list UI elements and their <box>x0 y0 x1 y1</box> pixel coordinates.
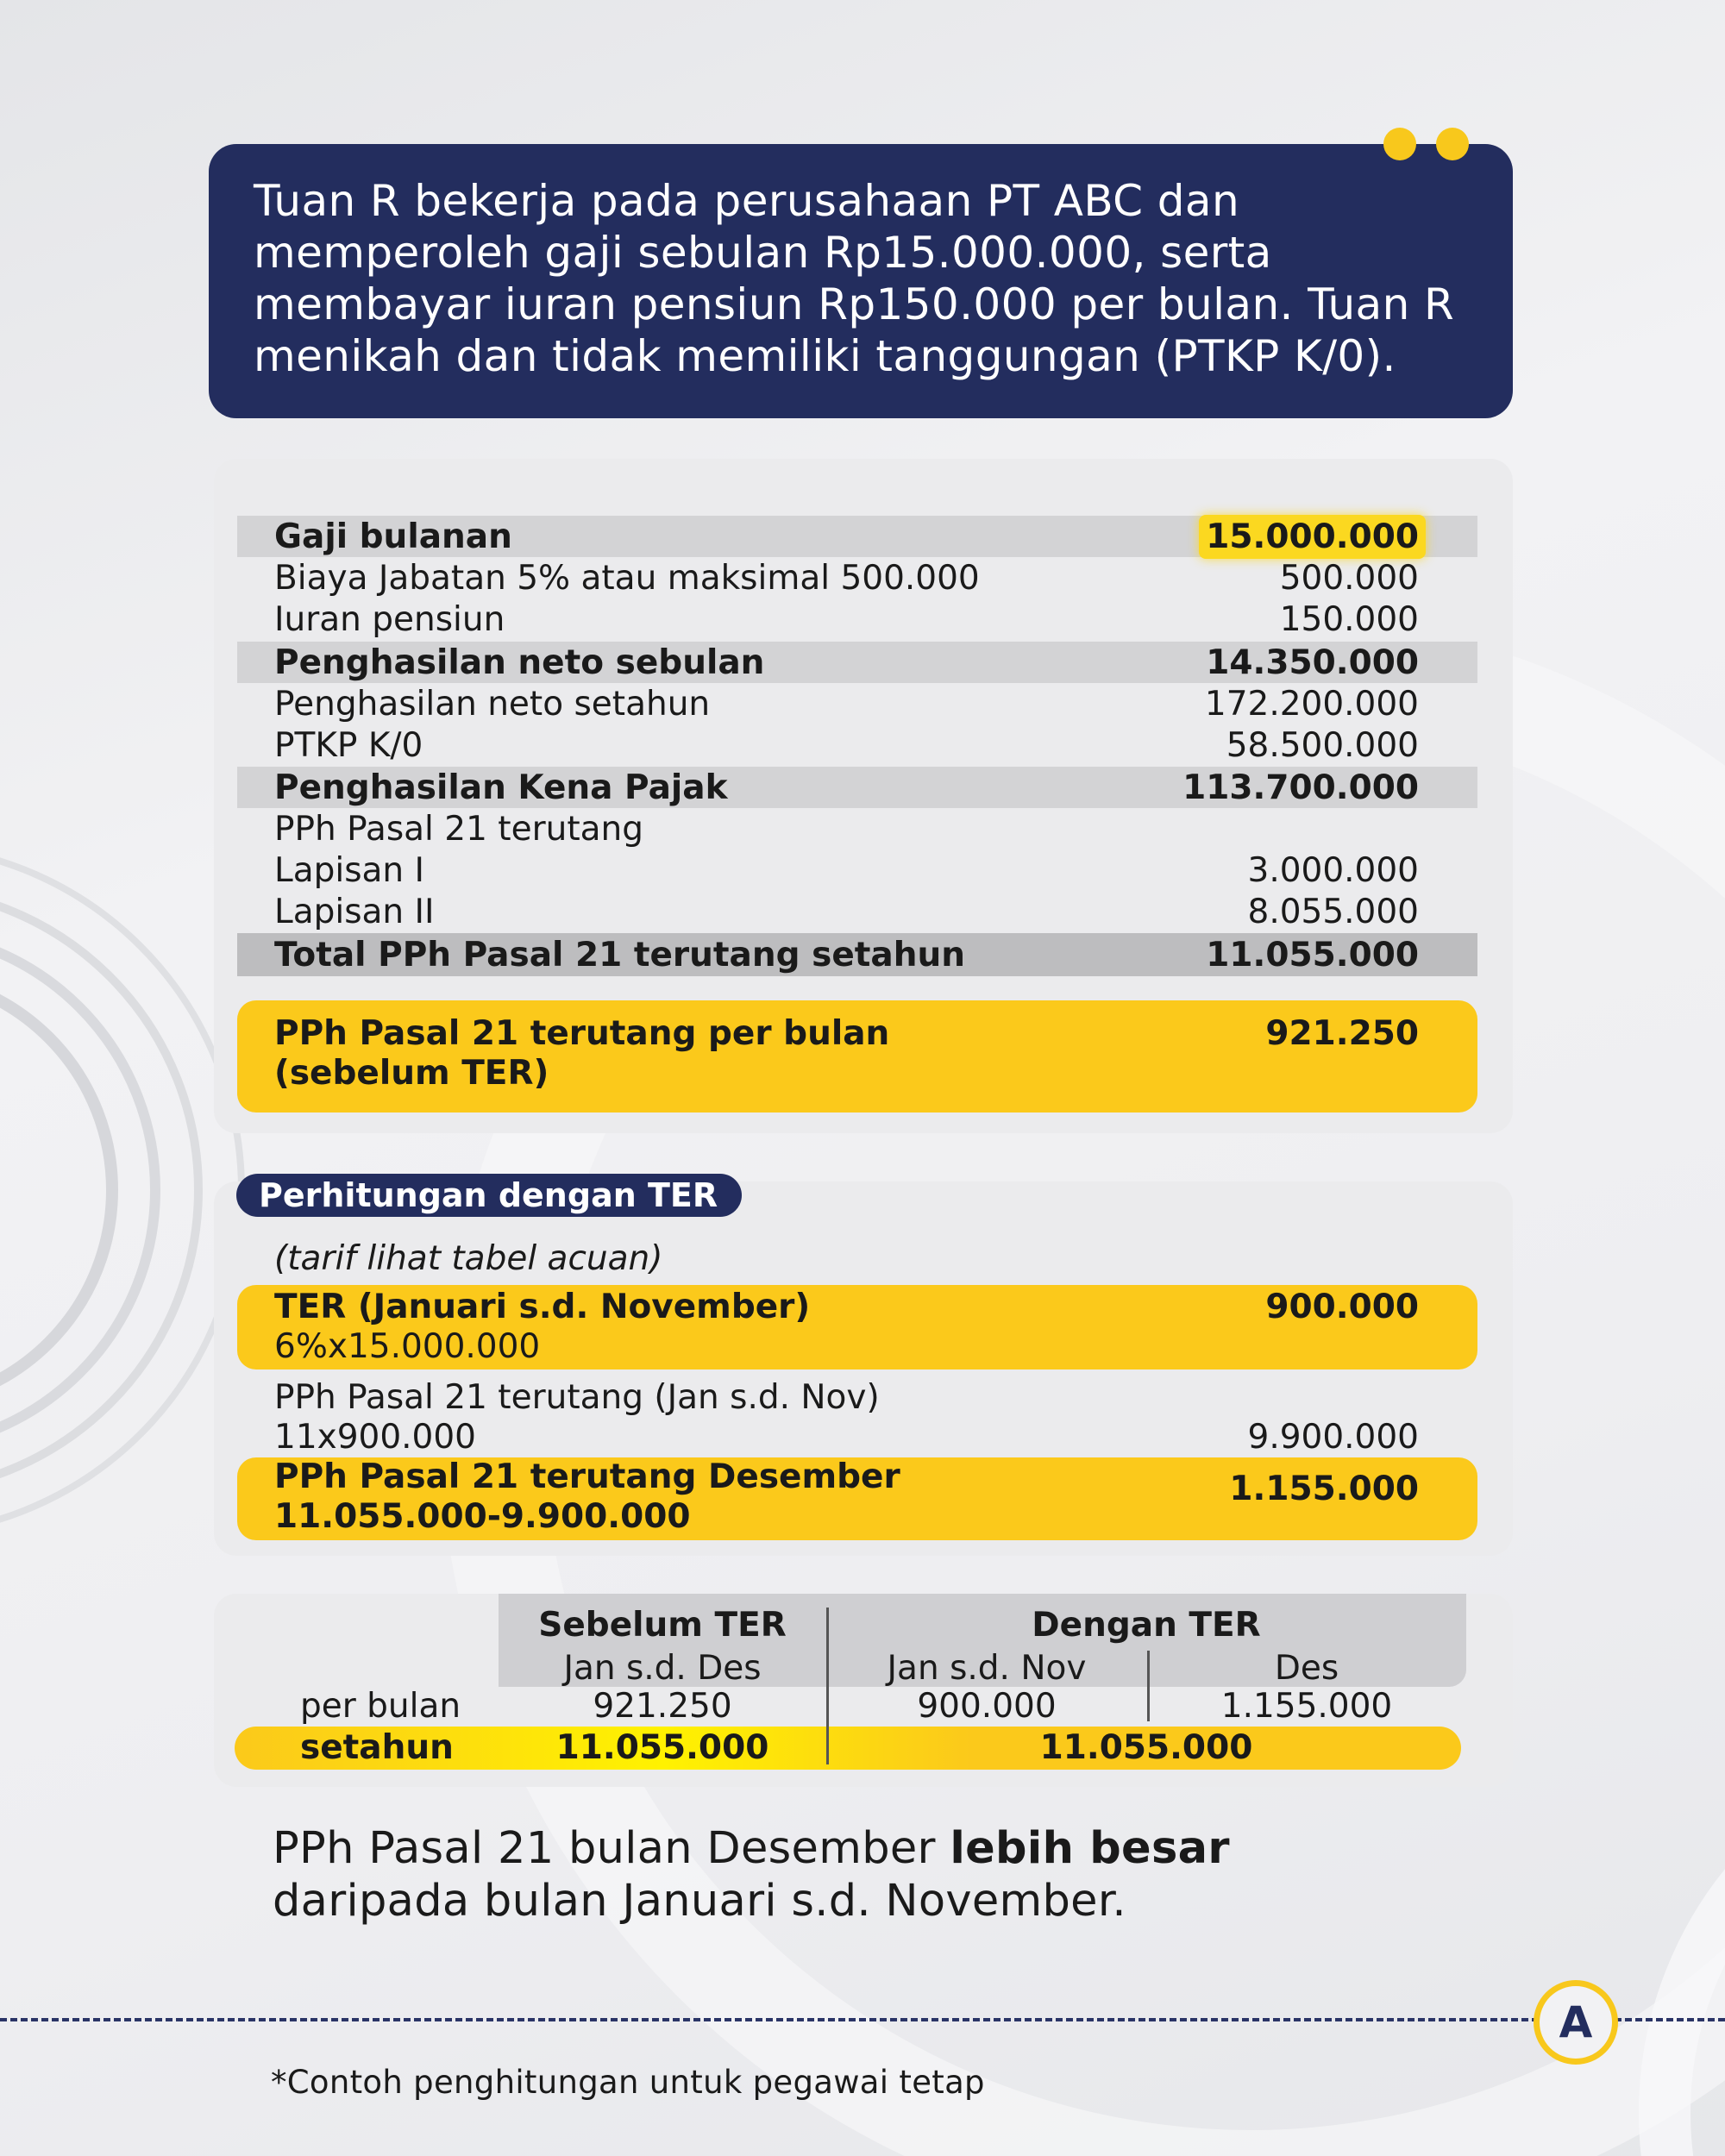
monthly-label: PPh Pasal 21 terutang per bulan <box>274 1014 890 1053</box>
intro-line: menikah dan tidak memiliki tanggungan (PTKP K/0). <box>254 331 1396 381</box>
dashed-divider <box>0 2018 1725 2021</box>
pph-desember-box <box>237 1457 1477 1540</box>
intro-line: memperoleh gaji sebulan Rp15.000.000, serta <box>254 228 1272 278</box>
conclusion-emphasis: lebih besar <box>950 1823 1230 1874</box>
per-bulan-jan-nov: 900.000 <box>917 1687 1057 1726</box>
row-label: Penghasilan neto setahun <box>274 684 711 724</box>
row-label: Penghasilan Kena Pajak <box>274 768 728 807</box>
ter-box-value: 900.000 <box>1265 1288 1419 1326</box>
row-value: 3.000.000 <box>1247 850 1419 890</box>
row-label: Lapisan II <box>274 892 435 931</box>
row-value: 172.200.000 <box>1204 684 1419 724</box>
row-value: 58.500.000 <box>1226 725 1419 765</box>
ter-box-label: TER (Januari s.d. November) <box>274 1288 811 1326</box>
row-gaji-bulanan <box>237 516 1477 557</box>
row-label: Iuran pensiun <box>274 599 505 639</box>
pph-jan-nov-label: PPh Pasal 21 terutang (Jan s.d. Nov) <box>274 1378 880 1417</box>
intro-line: membayar iuran pensiun Rp150.000 per bulan. Tuan R <box>254 279 1455 329</box>
setahun-before: 11.055.000 <box>555 1728 769 1767</box>
row-value: 8.055.000 <box>1247 892 1419 931</box>
row-value: 113.700.000 <box>1182 768 1419 807</box>
intro-line: Tuan R bekerja pada perusahaan PT ABC dan <box>254 176 1240 226</box>
per-bulan-des: 1.155.000 <box>1220 1687 1393 1726</box>
sub-jan-nov: Jan s.d. Nov <box>887 1649 1087 1688</box>
pph-jan-nov-formula: 11x900.000 <box>274 1418 476 1457</box>
desember-label: PPh Pasal 21 terutang Desember <box>274 1457 900 1496</box>
ter-note: (tarif lihat tabel acuan) <box>274 1239 663 1278</box>
sub-jan-des: Jan s.d. Des <box>563 1649 762 1688</box>
footnote: *Contoh penghitungan untuk pegawai tetap <box>271 2064 985 2101</box>
row-neto-setahun <box>237 683 1477 724</box>
monthly-before-ter-box <box>237 1000 1477 1112</box>
row-label: Gaji bulanan <box>274 517 512 556</box>
row-value: 500.000 <box>1279 558 1419 598</box>
row-biaya-jabatan <box>237 557 1477 599</box>
setahun-with: 11.055.000 <box>1039 1728 1253 1767</box>
row-label: PPh Pasal 21 terutang <box>274 809 643 849</box>
row-label: Biaya Jabatan 5% atau maksimal 500.000 <box>274 558 980 598</box>
dot-icon <box>1436 128 1469 160</box>
row-lapisan-2 <box>237 891 1477 932</box>
row-setahun-label: setahun <box>300 1728 454 1767</box>
row-iuran-pensiun <box>237 599 1477 640</box>
ter-section-tag: Perhitungan dengan TER <box>236 1174 742 1217</box>
row-label: Total PPh Pasal 21 terutang setahun <box>274 935 966 975</box>
conclusion-part: PPh Pasal 21 bulan Desember <box>273 1823 950 1874</box>
row-per-bulan-label: per bulan <box>300 1687 461 1726</box>
row-value-highlight: 15.000.000 <box>1199 515 1426 559</box>
dot-icon <box>1383 128 1416 160</box>
conclusion-line: daripada bulan Januari s.d. November. <box>273 1876 1126 1927</box>
row-lapisan-1 <box>237 849 1477 891</box>
row-value: 14.350.000 <box>1206 642 1419 682</box>
head-with-ter: Dengan TER <box>1032 1606 1261 1645</box>
row-neto-sebulan <box>237 642 1477 683</box>
row-label: PTKP K/0 <box>274 725 423 765</box>
desember-value: 1.155.000 <box>1229 1470 1419 1508</box>
row-pph-terutang <box>237 808 1477 849</box>
intro-card <box>209 144 1513 418</box>
row-ptkp <box>237 724 1477 766</box>
monthly-label-sub: (sebelum TER) <box>274 1054 549 1093</box>
per-bulan-before: 921.250 <box>593 1687 732 1726</box>
head-before-ter: Sebelum TER <box>538 1606 787 1645</box>
row-value: 11.055.000 <box>1206 935 1419 975</box>
row-label: Penghasilan neto sebulan <box>274 642 765 682</box>
ter-jan-nov-box <box>237 1285 1477 1369</box>
ter-box-formula: 6%x15.000.000 <box>274 1327 541 1366</box>
pph-jan-nov-value: 9.900.000 <box>1247 1418 1419 1457</box>
row-pkp <box>237 767 1477 808</box>
row-value: 150.000 <box>1279 599 1419 639</box>
desember-formula: 11.055.000-9.900.000 <box>274 1497 691 1536</box>
monthly-value: 921.250 <box>1265 1014 1419 1053</box>
row-label: Lapisan I <box>274 850 425 890</box>
conclusion-text <box>273 1822 1230 1927</box>
brand-logo-icon: A <box>1534 1980 1618 2065</box>
row-total-pph <box>237 933 1477 976</box>
sub-des: Des <box>1274 1649 1339 1688</box>
